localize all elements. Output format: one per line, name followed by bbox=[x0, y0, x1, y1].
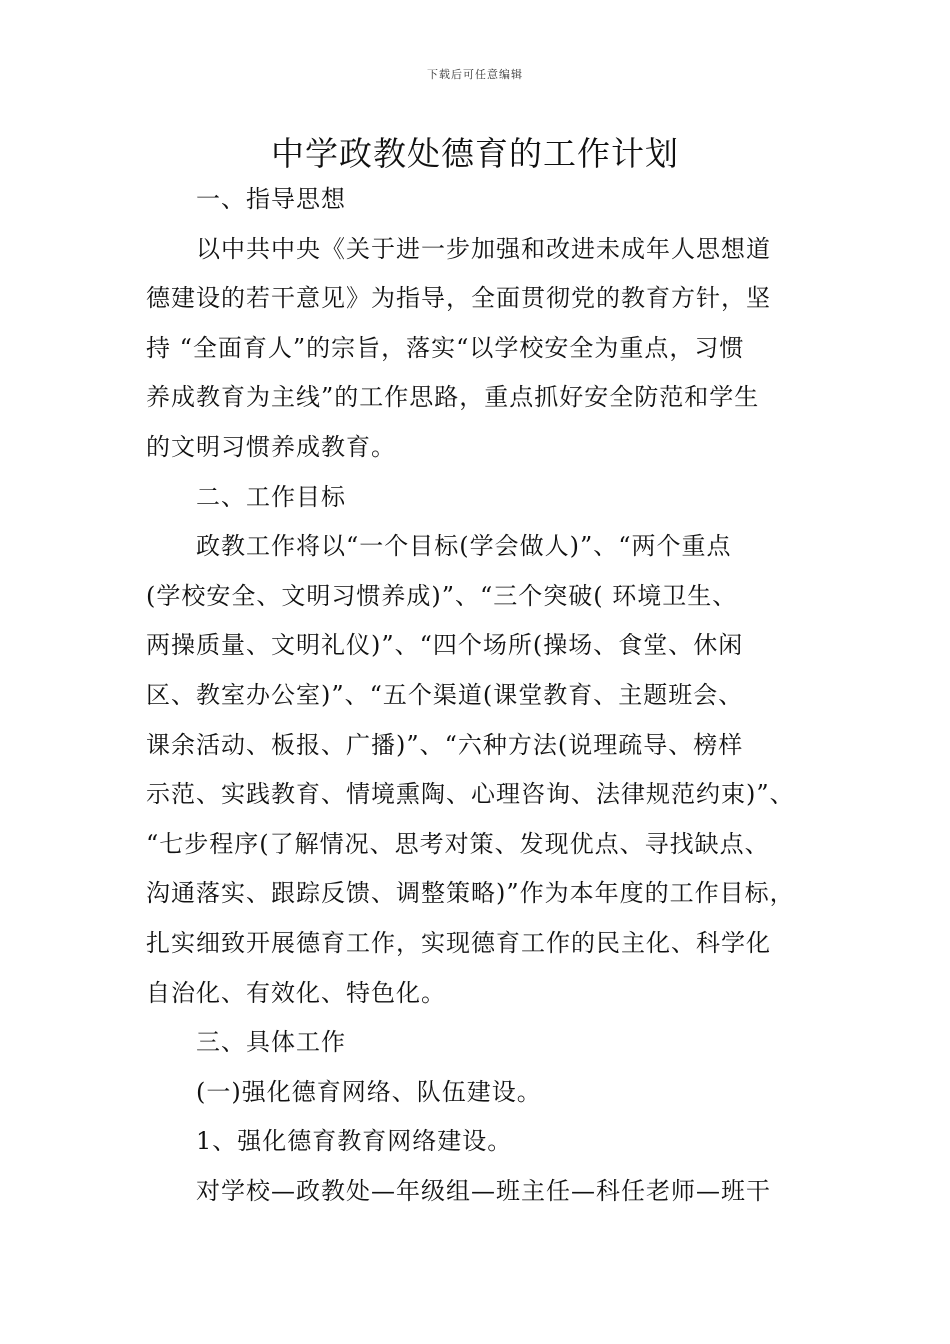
body-line: (学校安全、文明习惯养成)”、“三个突破( 环境卫生、 bbox=[146, 581, 738, 610]
body-line: 对学校—政教处—年级组—班主任—科任老师—班干 bbox=[196, 1176, 771, 1205]
body-line: 二、工作目标 bbox=[196, 482, 346, 511]
body-line: 一、指导思想 bbox=[196, 185, 346, 213]
body-line: 课余活动、板报、广播)”、“六种方法(说理疏导、榜样 bbox=[146, 730, 744, 759]
document-body bbox=[146, 175, 811, 1216]
body-line: 三、具体工作 bbox=[196, 1028, 346, 1057]
body-line: 区、教室办公室)”、“五个渠道(课堂教育、主题班会、 bbox=[146, 680, 744, 709]
body-line: 示范、实践教育、情境熏陶、心理咨询、法律规范约束)”、 bbox=[146, 780, 795, 809]
body-line: 以中共中央《关于进一步加强和改进未成年人思想道 bbox=[196, 234, 771, 263]
body-line: 持 “全面育人”的宗旨，落实“以学校安全为重点，习惯 bbox=[146, 333, 745, 362]
body-line: 政教工作将以“一个目标(学会做人)”、“两个重点 bbox=[196, 532, 732, 561]
body-line: (一)强化德育网络、队伍建设。 bbox=[196, 1077, 542, 1106]
header-note: 下载后可任意编辑 bbox=[427, 68, 523, 81]
document-title: 中学政教处德育的工作计划 bbox=[271, 134, 679, 173]
body-line: 沟通落实、跟踪反馈、调整策略)”作为本年度的工作目标， bbox=[146, 879, 795, 908]
body-line: 1、强化德育教育网络建设。 bbox=[196, 1127, 513, 1156]
body-line: 两操质量、文明礼仪)”、“四个场所(操场、食堂、休闲 bbox=[146, 631, 744, 660]
body-line: “七步程序(了解情况、思考对策、发现优点、寻找缺点、 bbox=[146, 829, 770, 858]
body-line: 德建设的若干意见》为指导，全面贯彻党的教育方针，坚 bbox=[146, 284, 771, 313]
body-line: 养成教育为主线”的工作思路，重点抓好安全防范和学生 bbox=[146, 383, 760, 412]
body-line: 扎实细致开展德育工作，实现德育工作的民主化、科学化 bbox=[146, 928, 771, 957]
body-line: 自治化、有效化、特色化。 bbox=[146, 978, 446, 1007]
body-line: 的文明习惯养成教育。 bbox=[146, 432, 396, 461]
